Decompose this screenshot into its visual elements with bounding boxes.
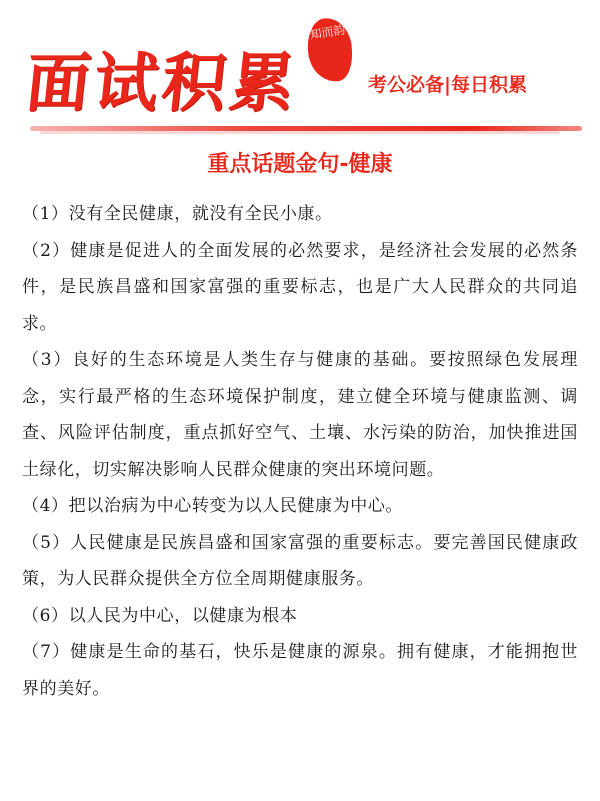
quote-item-1: （1）没有全民健康，就没有全民小康。 bbox=[22, 204, 333, 224]
quote-item-5: （5）人民健康是民族昌盛和国家富强的重要标志。要完善国民健康政策，为人民群众提供全方位全周期健康服务。 bbox=[22, 532, 578, 589]
section-title: 重点话题金句-健康 bbox=[207, 152, 393, 177]
page-title: 面试积累 bbox=[22, 46, 302, 121]
quote-list bbox=[22, 196, 578, 707]
quote-item-2: （2）健康是促进人的全面发展的必然要求，是经济社会发展的必然条件，是民族昌盛和国家富强的重要标志，也是广大人民群众的共同追求。 bbox=[22, 240, 578, 334]
brush-stroke-shadow bbox=[40, 131, 560, 134]
seal-stamp bbox=[304, 15, 356, 85]
quote-item-6: （6）以人民为中心，以健康为根本 bbox=[22, 605, 298, 626]
quote-item-4: （4）把以治病为中心转变为以人民健康为中心。 bbox=[22, 496, 404, 516]
seal-text: 知而韵 bbox=[308, 22, 347, 42]
quote-item-3: （3）良好的生态环境是人类生存与健康的基础。要按照绿色发展理念，实行最严格的生态环境保护制度，建立健全环境与健康监测、调查、风险评估制度，重点抓好空气、土壤、水污染的防治，加快推进国土绿化，切实解决影响人民群众健康的突出环境问题。 bbox=[22, 350, 578, 480]
header bbox=[0, 0, 600, 140]
quote-item-7: （7）健康是生命的基石，快乐是健康的源泉。拥有健康，才能拥抱世界的美好。 bbox=[22, 642, 578, 699]
page-subtitle: 考公必备|每日积累 bbox=[368, 74, 527, 96]
